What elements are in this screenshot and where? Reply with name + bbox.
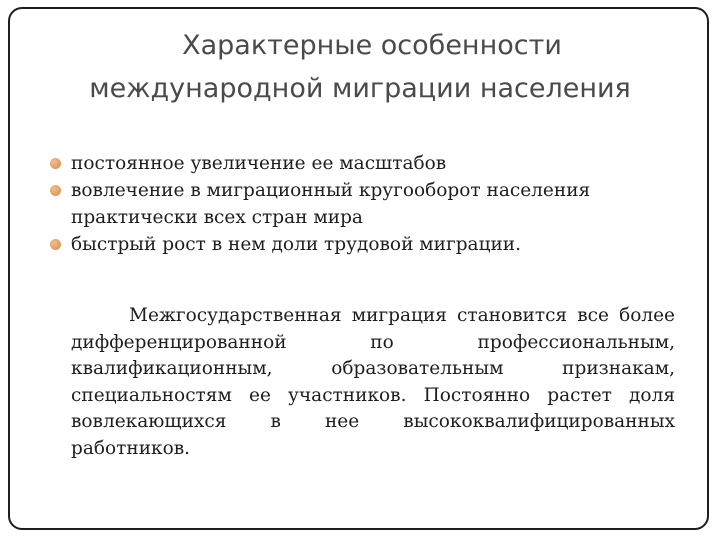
bullet-text: постоянное увеличение ее масштабов: [71, 153, 447, 174]
slide-title: [0, 24, 720, 110]
bullet-dot-icon: [50, 185, 61, 196]
bullet-dot-icon: [50, 158, 61, 169]
title-line: Характерные особенности: [182, 30, 562, 61]
bullet-text: вовлечение в миграционный кругооборот населения: [71, 180, 591, 201]
bullet-text: быстрый рост в нем доли трудовой миграции.: [71, 234, 522, 255]
title-line: международной миграции населения: [89, 73, 631, 104]
bullet-text: практически всех стран мира: [71, 207, 363, 228]
bullet-item: [50, 150, 690, 177]
bullet-item: [50, 231, 690, 258]
bullet-item: [50, 177, 690, 231]
bullet-dot-icon: [50, 239, 61, 250]
body-paragraph: Межгосударственная миграция становится все более дифференцированной по профессиональным, квалификационным, образовательным признакам, специальностям ее участников. Постоянно растет доля вовлекающихся в нее высококвалифицированных работников.: [71, 305, 675, 459]
bullet-list: [50, 150, 690, 258]
